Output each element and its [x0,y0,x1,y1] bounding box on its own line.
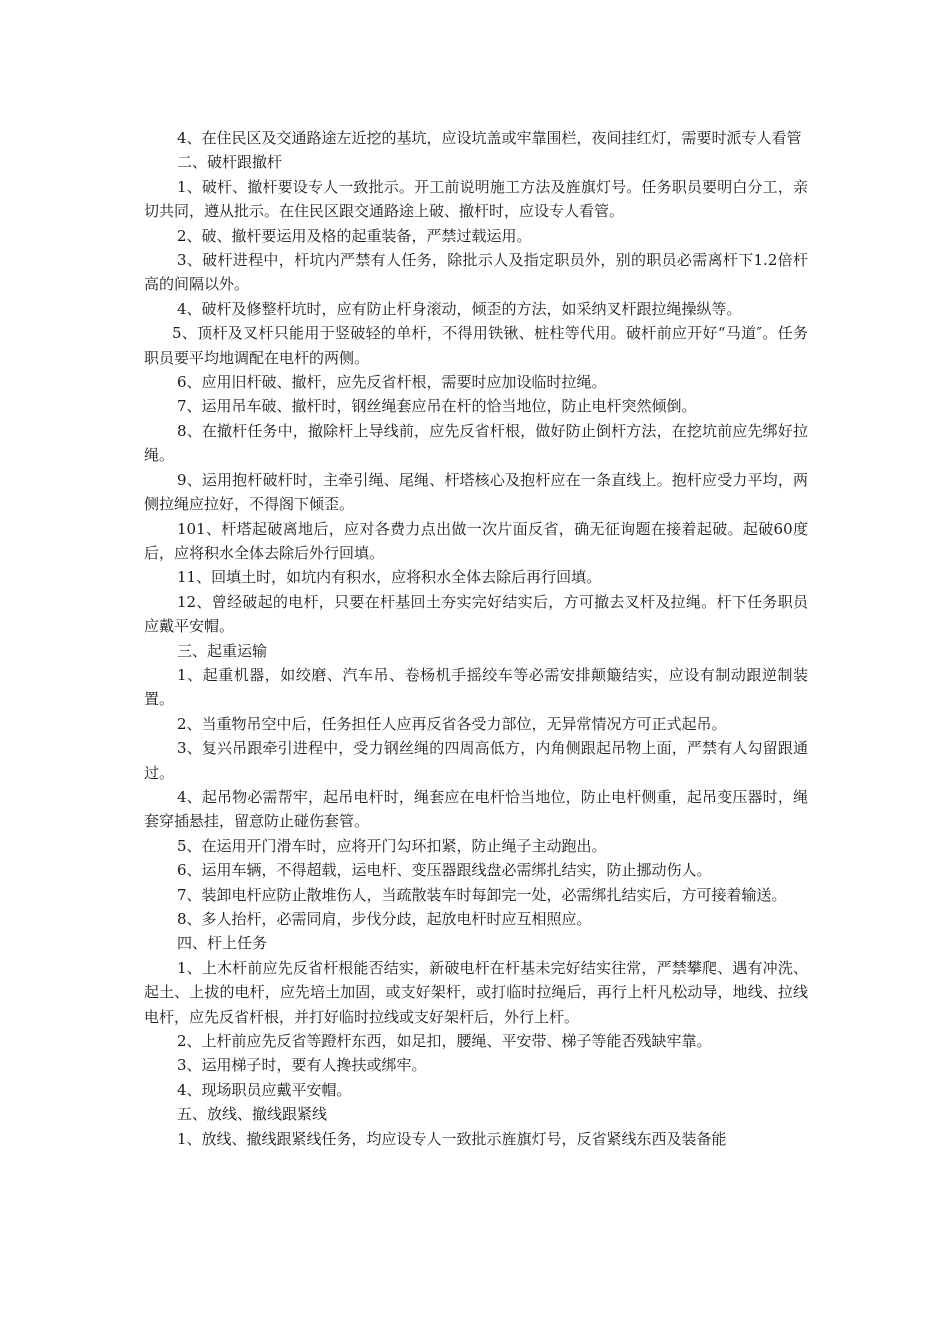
paragraph-item: 1、放线、撤线跟紧线任务，均应设专人一致批示旌旗灯号，反省紧线东西及装备能 [177,1129,727,1148]
paragraph-item: 2、上杆前应先反省等蹬杆东西，如足扣，腰绳、平安带、梯子等能否残缺牢靠。 [177,1032,712,1051]
paragraph-item: 3、运用梯子时，要有人搀扶或绑牢。 [177,1056,427,1075]
paragraph-item: 8、多人抬杆，必需同肩，步伐分歧，起放电杆时应互相照应。 [177,910,592,928]
paragraph-item: 5、顶杆及叉杆只能用于竖破轻的单杆，不得用铁锹、桩柱等代用。破杆前应开好“马道″。任务职员要平均地调配在电杆的两侧。 [144,324,808,367]
paragraph-item: 4、现场职员应戴平安帽。 [177,1080,352,1099]
paragraph-item: 9、运用抱杆破杆时，主牵引绳、尾绳、杆塔核心及抱杆应在一条直线上。抱杆应受力平均，两侧拉绳应拉好，不得阁下倾歪。 [144,470,808,514]
paragraph-item: 5、在运用开门滑车时，应将开门勾环扣紧，防止绳子主动跑出。 [177,836,607,855]
paragraph-item: 2、当重物吊空中后，任务担任人应再反省各受力部位，无异常情况方可正式起吊。 [177,714,727,733]
paragraph-item: 2、破、撤杆要运用及格的起重装备，严禁过载运用。 [177,226,532,245]
paragraph-item: 7、运用吊车破、撤杆时，钢丝绳套应吊在杆的恰当地位，防止电杆突然倾倒。 [177,397,697,416]
paragraph-item: 4、起吊物必需帮牢，起吊电杆时，绳套应在电杆恰当地位，防止电杆侧重，起吊变压器时，绳套穿插悬挂，留意防止碰伤套管。 [144,787,808,831]
paragraph-item: 12、曾经破起的电杆，只要在杆基回土夯实完好结实后，方可撤去叉杆及拉绳。杆下任务职员应戴平安帽。 [144,592,808,636]
paragraph-item: 3、破杆进程中，杆坑内严禁有人任务，除批示人及指定职员外，别的职员必需离杆下1.2倍杆高的间隔以外。 [144,251,808,294]
document-body [144,126,808,1151]
paragraph-item: 8、在撤杆任务中，撤除杆上导线前，应先反省杆根，做好防止倒杆方法，在挖坑前应先绑好拉绳。 [144,421,808,465]
section-heading: 四、杆上任务 [177,934,268,953]
paragraph-item: 4、破杆及修整杆坑时，应有防止杆身滚动，倾歪的方法，如采纳叉杆跟拉绳操纵等。 [177,299,742,318]
section-heading: 三、起重运输 [177,641,268,660]
paragraph-item: 4、在住民区及交通路途左近挖的基坑，应设坑盖或牢靠围栏，夜间挂红灯，需要时派专人看管 [177,129,802,147]
paragraph-item: 6、应用旧杆破、撤杆，应先反省杆根，需要时应加设临时拉绳。 [177,373,607,392]
paragraph-item: 7、装卸电杆应防止散堆伤人，当疏散装车时每卸完一处，必需绑扎结实后，方可接着输送。 [177,885,787,904]
section-heading: 五、放线、撤线跟紧线 [177,1105,328,1124]
paragraph-item: 3、复兴吊跟牵引进程中，受力钢丝绳的四周高低方，内角侧跟起吊物上面，严禁有人勾留跟通过。 [144,739,808,782]
paragraph-item: 1、上木杆前应先反省杆根能否结实，新破电杆在杆基未完好结实往常，严禁攀爬、遇有冲洗、起土、上拔的电杆，应先培土加固，或支好架杆，或打临时拉绳后，再行上杆凡松动导，地线、拉线电杆，应先反省杆根，并打好临时拉线或支好架杆后，外行上杆。 [144,958,808,1026]
paragraph-item: 11、回填土时，如坑内有积水，应将积水全体去除后再行回填。 [177,568,602,587]
paragraph-item: 1、起重机器，如绞磨、汽车吊、卷杨机手摇绞车等必需安排颠簸结实，应设有制动跟逆制装置。 [144,665,808,709]
paragraph-item: 1、破杆、撤杆要设专人一致批示。开工前说明施工方法及旌旗灯号。任务职员要明白分工，亲切共同，遵从批示。在住民区跟交通路途上破、撤杆时，应设专人看管。 [144,177,808,221]
paragraph-item: 6、运用车辆，不得超载，运电杆、变压器跟线盘必需绑扎结实，防止挪动伤人。 [177,861,712,880]
section-heading: 二、破杆跟撤杆 [177,153,283,172]
paragraph-item: 101、杆塔起破离地后，应对各费力点出做一次片面反省，确无征询题在接着起破。起破60度后，应将积水全体去除后外行回填。 [144,519,808,562]
